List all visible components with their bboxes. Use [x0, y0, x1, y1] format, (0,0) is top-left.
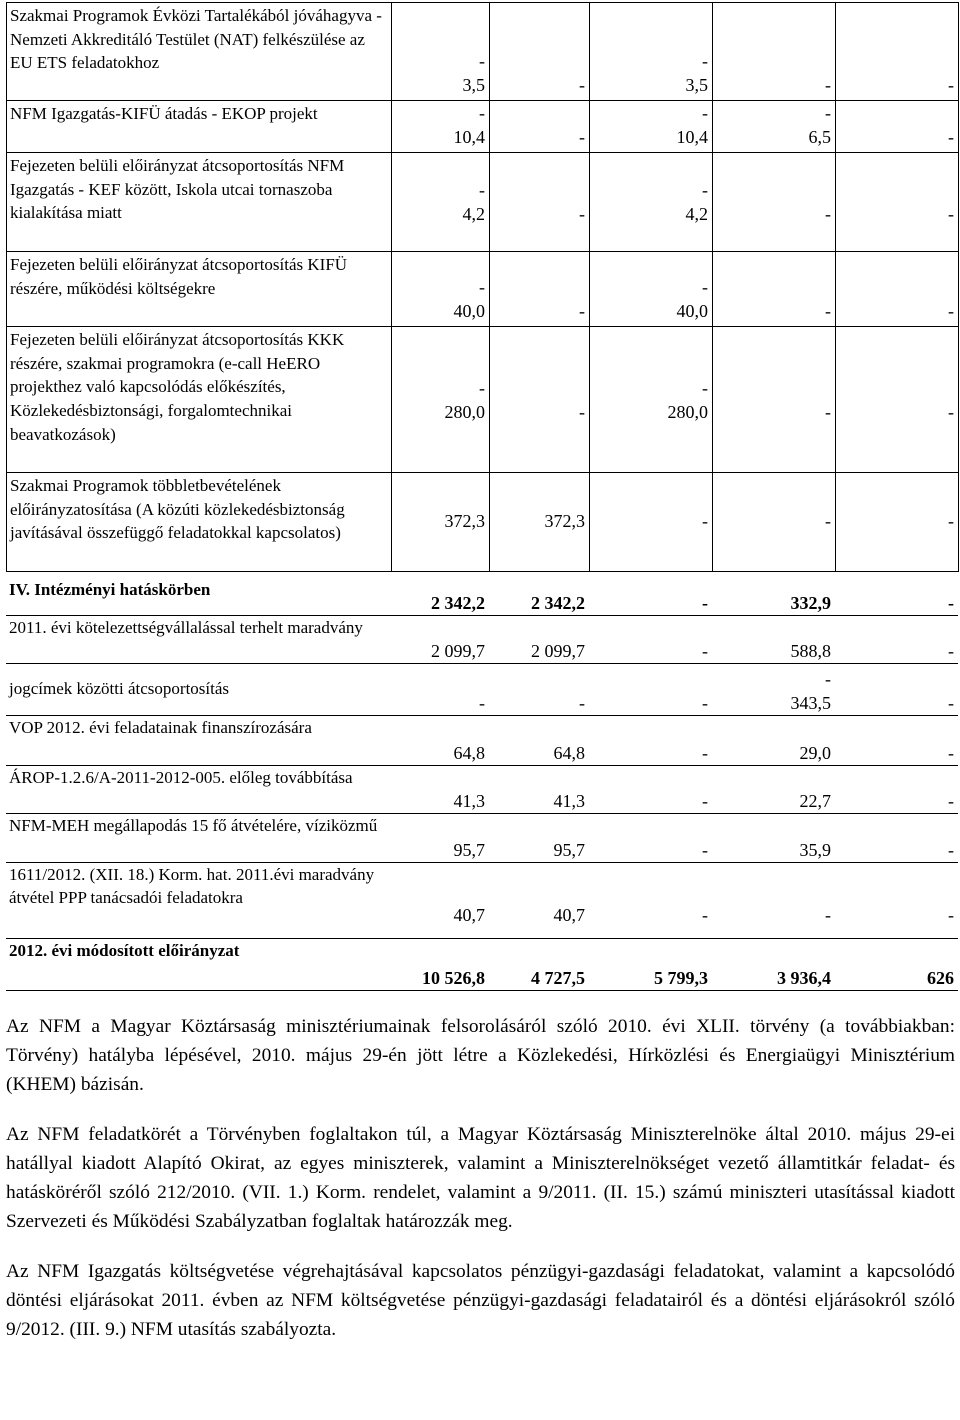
cell-value: -	[835, 715, 958, 765]
table-row	[7, 3, 959, 101]
cell-value: -	[589, 862, 712, 938]
cell-value: -	[713, 153, 836, 252]
row-label: VOP 2012. évi feladatainak finanszírozására	[6, 715, 391, 765]
cell-value: -	[836, 473, 959, 572]
cell-value: 95,7	[391, 813, 489, 862]
paragraph: Az NFM a Magyar Köztársaság minisztériumainak felsorolásáról szóló 2010. évi XLII. törvény (a továbbiakban: Törvény) hatályba lépésével, 2010. május 29-én jött létre a Közlekedési, Hírközlési és Energiaügyi Minisztérium (KHEM) bázisán.	[6, 1016, 955, 1095]
row-label: Szakmai Programok többletbevételének előirányzatosítása (A közúti közlekedésbiztonság javításával összefüggő feladatokkal kapcsolatos)	[7, 473, 392, 572]
cell-value: 41,3	[391, 765, 489, 813]
cell-value: 10 526,8	[391, 938, 489, 990]
row-label: 1611/2012. (XII. 18.) Korm. hat. 2011.évi maradvány átvétel PPP tanácsadói feladatokra	[6, 862, 391, 938]
table-row	[7, 101, 959, 153]
body-text	[6, 1012, 955, 1365]
cell-value: 35,9	[712, 813, 835, 862]
row-label: 2012. évi módosított előirányzat	[6, 938, 391, 990]
cell-value: -	[713, 252, 836, 327]
cell-value: -	[835, 615, 958, 663]
cell-value: -	[713, 3, 836, 101]
row-label: Fejezeten belüli előirányzat átcsoportosítás KIFÜ részére, működési költségekre	[7, 252, 392, 327]
cell-value: -	[836, 252, 959, 327]
cell-value: 2 342,2	[391, 578, 489, 615]
cell-value: 40,7	[391, 862, 489, 938]
cell-value: 2 342,2	[489, 578, 589, 615]
cell-value: -	[712, 862, 835, 938]
cell-value: 29,0	[712, 715, 835, 765]
cell-value: -	[490, 153, 590, 252]
cell-value: - 40,0	[590, 252, 713, 327]
table-row	[6, 938, 958, 990]
cell-value: -	[836, 101, 959, 153]
cell-value: -	[589, 578, 712, 615]
cell-value: 64,8	[391, 715, 489, 765]
row-label: NFM Igazgatás-KIFÜ átadás - EKOP projekt	[7, 101, 392, 153]
table-row	[6, 765, 958, 813]
cell-value: 626	[835, 938, 958, 990]
cell-value: -	[835, 862, 958, 938]
cell-value: -	[713, 327, 836, 473]
cell-value: 372,3	[490, 473, 590, 572]
cell-value: - 3,5	[392, 3, 490, 101]
cell-value: -	[590, 473, 713, 572]
cell-value: - 10,4	[392, 101, 490, 153]
cell-value: 64,8	[489, 715, 589, 765]
table-row	[7, 252, 959, 327]
row-label: jogcímek közötti átcsoportosítás	[6, 663, 391, 715]
cell-value: -	[490, 3, 590, 101]
cell-value: - 280,0	[392, 327, 490, 473]
cell-value: -	[589, 663, 712, 715]
cell-value: - 6,5	[713, 101, 836, 153]
cell-value: -	[391, 663, 489, 715]
table-row	[6, 813, 958, 862]
cell-value: 95,7	[489, 813, 589, 862]
cell-value: -	[835, 813, 958, 862]
table-row	[6, 578, 958, 615]
cell-value: - 40,0	[392, 252, 490, 327]
cell-value: -	[589, 813, 712, 862]
row-label: NFM-MEH megállapodás 15 fő átvételére, víziközmű	[6, 813, 391, 862]
cell-value: - 280,0	[590, 327, 713, 473]
paragraph: Az NFM Igazgatás költségvetése végrehajtásával kapcsolatos pénzügyi-gazdasági feladatokat, valamint a kapcsolódó döntési eljárásokat 2011. évben az NFM költségvetése pénzügyi-gazdasági feladatairól és a döntési eljárásokról szóló 9/2012. (III. 9.) NFM utasítás szabályozta.	[6, 1261, 955, 1340]
cell-value: -	[589, 715, 712, 765]
cell-value: 41,3	[489, 765, 589, 813]
row-label: 2011. évi kötelezettségvállalással terhelt maradvány	[6, 615, 391, 663]
cell-value: 4 727,5	[489, 938, 589, 990]
row-label: Szakmai Programok Évközi Tartalékából jóváhagyva - Nemzeti Akkreditáló Testület (NAT) felkészülése az EU ETS feladatokhoz	[7, 3, 392, 101]
cell-value: 2 099,7	[391, 615, 489, 663]
row-label: IV. Intézményi hatáskörben	[6, 578, 391, 615]
cell-value: - 4,2	[590, 153, 713, 252]
cell-value: -	[835, 765, 958, 813]
cell-value: 332,9	[712, 578, 835, 615]
cell-value: -	[835, 663, 958, 715]
cell-value: - 10,4	[590, 101, 713, 153]
cell-value: 3 936,4	[712, 938, 835, 990]
cell-value: -	[490, 327, 590, 473]
table-row	[6, 663, 958, 715]
cell-value: -	[490, 101, 590, 153]
budget-table-lower	[6, 578, 958, 991]
cell-value: - 343,5	[712, 663, 835, 715]
row-label: ÁROP-1.2.6/A-2011-2012-005. előleg továbbítása	[6, 765, 391, 813]
cell-value: -	[489, 663, 589, 715]
cell-value: -	[836, 327, 959, 473]
table-row	[7, 153, 959, 252]
cell-value: 5 799,3	[589, 938, 712, 990]
cell-value: 22,7	[712, 765, 835, 813]
row-label: Fejezeten belüli előirányzat átcsoportosítás NFM Igazgatás - KEF között, Iskola utcai tornaszoba kialakítása miatt	[7, 153, 392, 252]
cell-value: 588,8	[712, 615, 835, 663]
cell-value: -	[589, 765, 712, 813]
cell-value: - 4,2	[392, 153, 490, 252]
cell-value: -	[589, 615, 712, 663]
table-row	[7, 473, 959, 572]
cell-value: -	[836, 3, 959, 101]
cell-value: -	[490, 252, 590, 327]
cell-value: 2 099,7	[489, 615, 589, 663]
budget-table-upper	[6, 2, 959, 572]
cell-value: 372,3	[392, 473, 490, 572]
cell-value: -	[713, 473, 836, 572]
row-label: Fejezeten belüli előirányzat átcsoportosítás KKK részére, szakmai programokra (e-call HeERO projekthez való kapcsolódás előkészítés, Közlekedésbiztonsági, forgalomtechnikai beavatkozások)	[7, 327, 392, 473]
paragraph: Az NFM feladatkörét a Törvényben foglaltakon túl, a Magyar Köztársaság Miniszterelnöke által 2010. május 29-ei hatállyal kiadott Alapító Okirat, az egyes miniszterek, valamint a Miniszterelnökséget vezető államtitkár feladat- és hatásköréről szóló 212/2010. (VII. 1.) Korm. rendelet, valamint a 9/2011. (II. 15.) számú miniszteri utasítással kiadott Szervezeti és Működési Szabályzatban foglaltak határozzák meg.	[6, 1124, 955, 1232]
table-row	[6, 615, 958, 663]
cell-value: -	[836, 153, 959, 252]
cell-value: -	[835, 578, 958, 615]
table-row	[6, 715, 958, 765]
cell-value: - 3,5	[590, 3, 713, 101]
table-row	[6, 862, 958, 938]
cell-value: 40,7	[489, 862, 589, 938]
table-row	[7, 327, 959, 473]
